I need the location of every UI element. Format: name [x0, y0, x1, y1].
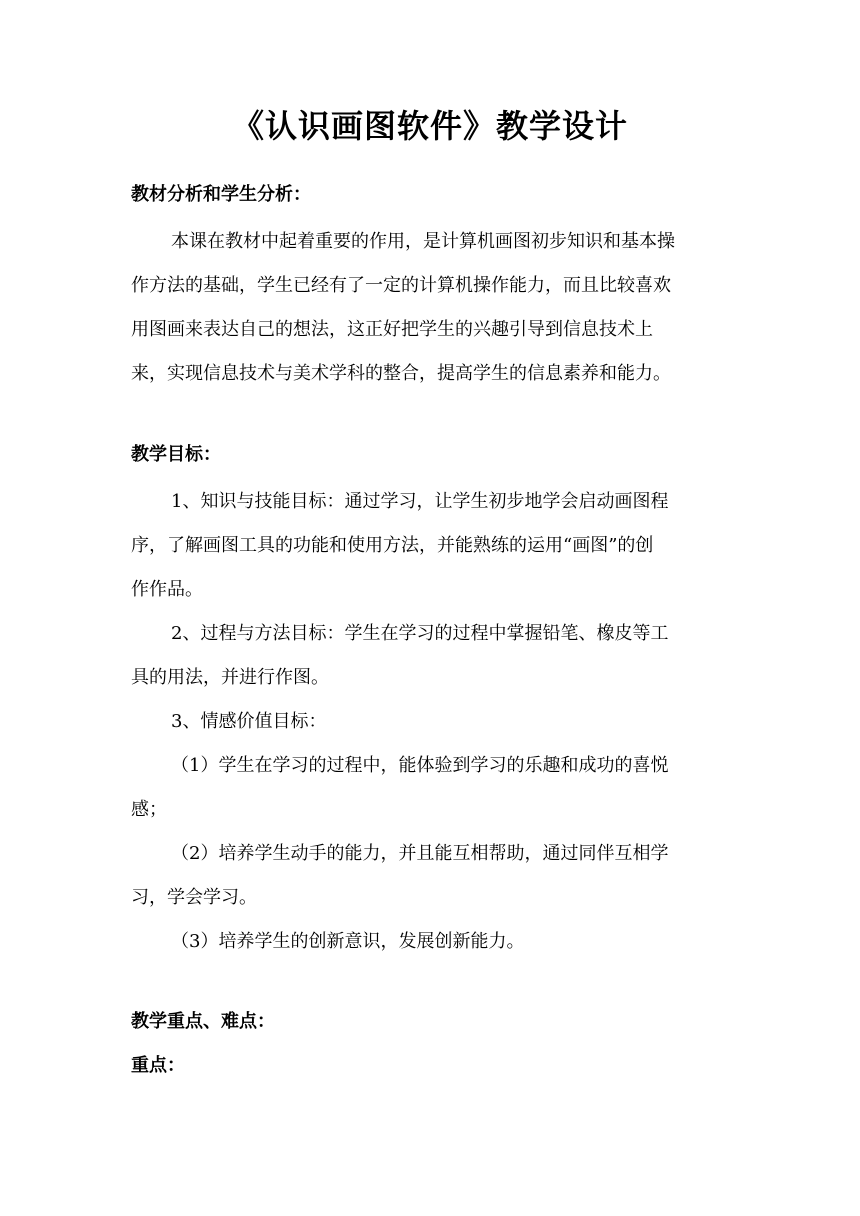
- goal-1-line-2: 序，了解画图工具的功能和使用方法，并能熟练的运用“画图”的创: [131, 535, 654, 556]
- analysis-line-4: 来，实现信息技术与美术学科的整合，提高学生的信息素养和能力。: [131, 363, 671, 384]
- section-heading-key-points: 教学重点、难点：: [131, 1011, 275, 1032]
- goal-3-sub-1-line-2: 感；: [131, 799, 167, 820]
- goal-2-line-2: 具的用法，并进行作图。: [131, 667, 329, 688]
- goal-3-sub-1-line-1: （1）学生在学习的过程中，能体验到学习的乐趣和成功的喜悦: [171, 755, 669, 776]
- goal-2-line-1: 2、过程与方法目标：学生在学习的过程中掌握铅笔、橡皮等工: [171, 623, 669, 644]
- goal-1-line-3: 作作品。: [131, 579, 203, 600]
- document-title: 《认识画图软件》教学设计: [231, 107, 628, 145]
- goal-3-sub-2-line-1: （2）培养学生动手的能力，并且能互相帮助，通过同伴互相学: [171, 843, 669, 864]
- section-heading-goals: 教学目标：: [131, 444, 221, 465]
- key-points-subheading: 重点：: [131, 1055, 185, 1076]
- analysis-line-1: 本课在教材中起着重要的作用，是计算机画图初步知识和基本操: [171, 231, 675, 252]
- section-heading-analysis: 教材分析和学生分析：: [131, 184, 311, 205]
- analysis-line-2: 作方法的基础，学生已经有了一定的计算机操作能力，而且比较喜欢: [131, 275, 671, 296]
- analysis-line-3: 用图画来表达自己的想法，这正好把学生的兴趣引导到信息技术上: [131, 319, 653, 340]
- goal-3-sub-3: （3）培养学生的创新意识，发展创新能力。: [171, 931, 525, 952]
- goal-3-heading: 3、情感价值目标：: [171, 711, 327, 732]
- goal-1-line-1: 1、知识与技能目标：通过学习，让学生初步地学会启动画图程: [171, 491, 669, 512]
- goal-3-sub-2-line-2: 习，学会学习。: [131, 887, 257, 908]
